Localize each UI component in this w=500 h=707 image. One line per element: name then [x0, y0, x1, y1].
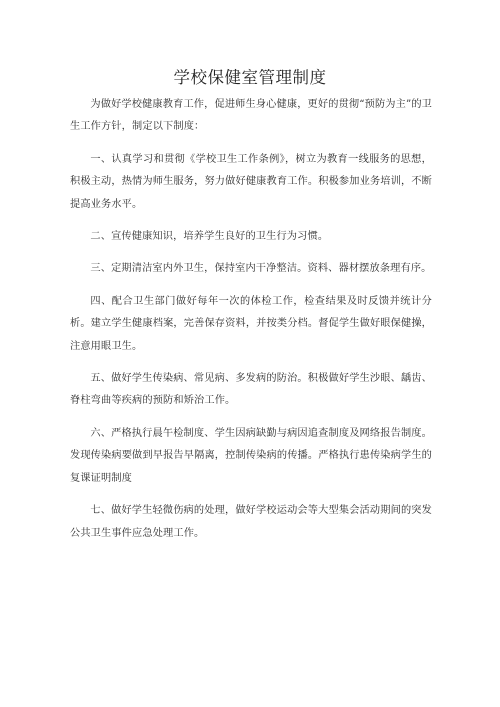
paragraph-2: 二、宣传健康知识，培养学生良好的卫生行为习惯。 — [90, 231, 329, 243]
paragraph-1: 一、认真学习和贯彻《学校卫生工作条例》，树立为教育一线服务的思想，积极主动，热情为师生服务，努力做好健康教育工作。积极参加业务培训，不断提高业务水平。 — [70, 153, 432, 210]
document-body — [70, 94, 432, 555]
paragraph-7: 七、做好学生轻微伤病的处理，做好学校运动会等大型集会活动期间的突发公共卫生事件应急处理工作。 — [70, 505, 432, 539]
document-title: 学校保健室管理制度 — [173, 68, 327, 87]
paragraph-intro: 为做好学校健康教育工作，促进师生身心健康，更好的贯彻“预防为主”的卫生工作方针，制定以下制度： — [70, 99, 432, 133]
paragraph-4: 四、配合卫生部门做好每年一次的体检工作，检查结果及时反馈并统计分析。建立学生健康档案，完善保存资料，并按类分档。督促学生做好眼保健操，注意用眼卫生。 — [70, 295, 432, 352]
paragraph-5: 五、做好学生传染病、常见病、多发病的防治。积极做好学生沙眼、龋齿、脊柱弯曲等疾病的预防和矫治工作。 — [70, 373, 432, 407]
paragraph-3: 三、定期清洁室内外卫生，保持室内干净整洁。资料、器材摆放条理有序。 — [90, 263, 432, 275]
paragraph-6: 六、严格执行晨午检制度、学生因病缺勤与病因追查制度及网络报告制度。发现传染病要做到早报告早隔离，控制传染病的传播。严格执行患传染病学生的复课证明制度 — [70, 427, 432, 484]
